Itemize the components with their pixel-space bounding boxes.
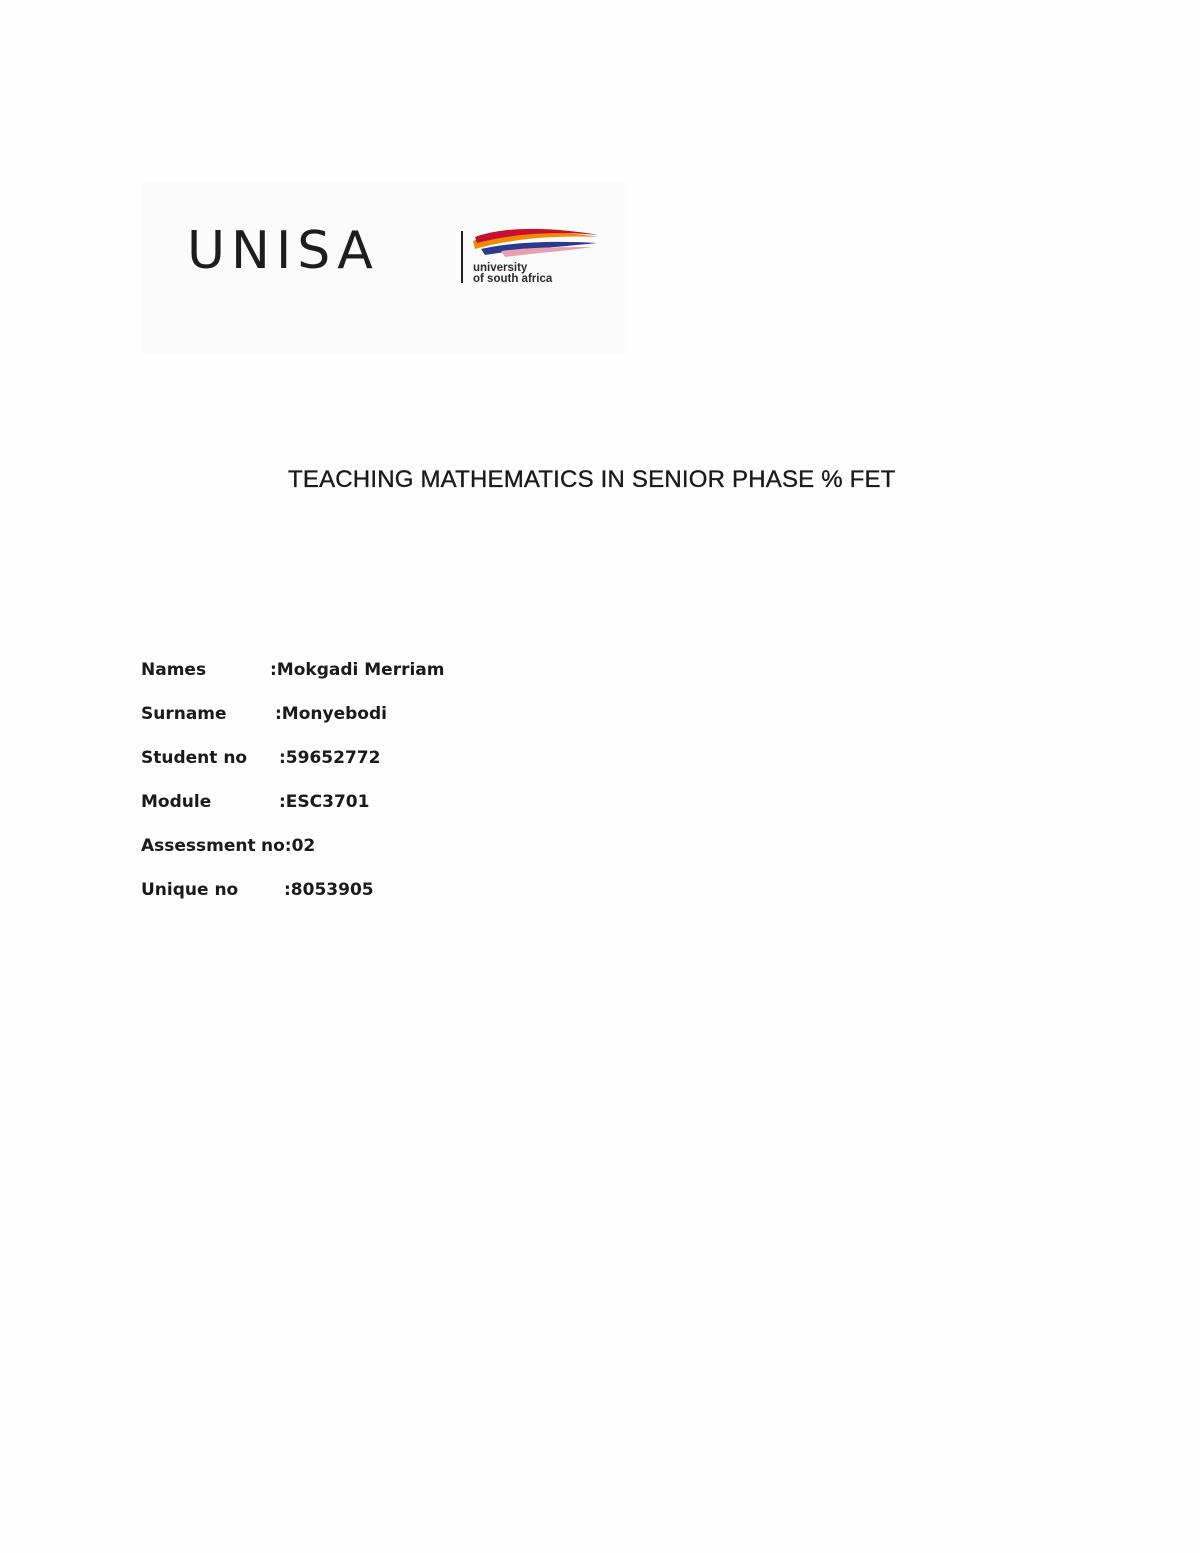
unisa-logo	[141, 183, 628, 353]
detail-value: :Monyebodi	[275, 704, 387, 724]
detail-label: Module	[141, 792, 212, 812]
logo-tagline	[473, 263, 552, 285]
logo-tagline-line1: university	[473, 262, 528, 274]
detail-value: :Mokgadi Merriam	[270, 660, 445, 680]
logo-swoosh-icon	[471, 227, 601, 261]
detail-value: no:02	[261, 836, 316, 856]
detail-value: :8053905	[284, 880, 374, 900]
detail-label: Assessment	[141, 836, 256, 856]
detail-label: Names	[141, 660, 207, 680]
logo-tagline-line2: of south africa	[473, 273, 553, 285]
logo-divider	[461, 231, 463, 283]
detail-label: Unique no	[141, 880, 239, 900]
detail-value: :59652772	[279, 748, 381, 768]
detail-value: :ESC3701	[279, 792, 370, 812]
detail-label: Surname	[141, 704, 227, 724]
logo-wordmark: UNISA	[187, 221, 379, 281]
document-title: TEACHING MATHEMATICS IN SENIOR PHASE % FET	[288, 466, 896, 493]
detail-label: Student no	[141, 748, 248, 768]
